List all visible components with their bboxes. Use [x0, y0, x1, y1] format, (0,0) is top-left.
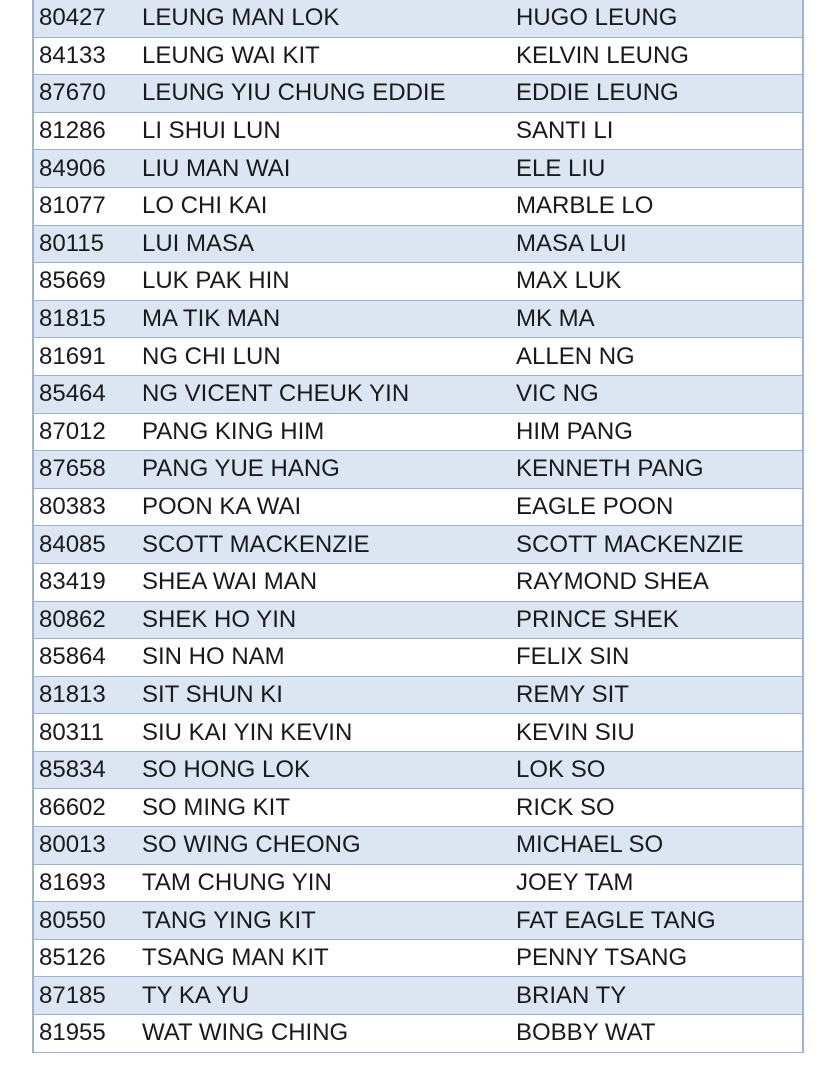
member-id-cell: 81693 [33, 864, 137, 902]
table-row [33, 413, 803, 451]
nickname-cell: SCOTT MACKENZIE [511, 526, 803, 564]
member-id-cell: 84133 [33, 37, 137, 75]
member-id-cell: 87012 [33, 413, 137, 451]
table-row [33, 977, 803, 1015]
nickname-cell: RICK SO [511, 789, 803, 827]
full-name-cell: LO CHI KAI [137, 187, 511, 225]
nickname-cell: EAGLE POON [511, 488, 803, 526]
member-id-cell: 81955 [33, 1015, 137, 1053]
nickname-cell: MICHAEL SO [511, 827, 803, 865]
nickname-cell: MAX LUK [511, 263, 803, 301]
full-name-cell: MA TIK MAN [137, 300, 511, 338]
full-name-cell: LIU MAN WAI [137, 150, 511, 188]
member-id-cell: 80115 [33, 225, 137, 263]
table-row [33, 789, 803, 827]
full-name-cell: SO HONG LOK [137, 751, 511, 789]
member-id-cell: 81813 [33, 676, 137, 714]
table-row [33, 263, 803, 301]
full-name-cell: SHEK HO YIN [137, 601, 511, 639]
full-name-cell: POON KA WAI [137, 488, 511, 526]
nickname-cell: BRIAN TY [511, 977, 803, 1015]
member-id-cell: 87185 [33, 977, 137, 1015]
member-id-cell: 85126 [33, 939, 137, 977]
table-row [33, 375, 803, 413]
table-row [33, 751, 803, 789]
nickname-cell: LOK SO [511, 751, 803, 789]
roster-body [33, 0, 803, 1052]
nickname-cell: VIC NG [511, 375, 803, 413]
member-id-cell: 85834 [33, 751, 137, 789]
full-name-cell: TANG YING KIT [137, 902, 511, 940]
member-id-cell: 80383 [33, 488, 137, 526]
table-row [33, 0, 803, 37]
member-id-cell: 81077 [33, 187, 137, 225]
nickname-cell: FAT EAGLE TANG [511, 902, 803, 940]
table-row [33, 526, 803, 564]
nickname-cell: PRINCE SHEK [511, 601, 803, 639]
nickname-cell: PENNY TSANG [511, 939, 803, 977]
full-name-cell: LI SHUI LUN [137, 112, 511, 150]
nickname-cell: ELE LIU [511, 150, 803, 188]
full-name-cell: NG CHI LUN [137, 338, 511, 376]
full-name-cell: SO WING CHEONG [137, 827, 511, 865]
nickname-cell: SANTI LI [511, 112, 803, 150]
full-name-cell: SIN HO NAM [137, 639, 511, 677]
table-row [33, 338, 803, 376]
member-id-cell: 87658 [33, 451, 137, 489]
table-row [33, 488, 803, 526]
member-id-cell: 84085 [33, 526, 137, 564]
nickname-cell: BOBBY WAT [511, 1015, 803, 1053]
nickname-cell: KENNETH PANG [511, 451, 803, 489]
full-name-cell: SIT SHUN KI [137, 676, 511, 714]
full-name-cell: LUK PAK HIN [137, 263, 511, 301]
member-id-cell: 81691 [33, 338, 137, 376]
member-id-cell: 80311 [33, 714, 137, 752]
member-id-cell: 80427 [33, 0, 137, 37]
nickname-cell: FELIX SIN [511, 639, 803, 677]
member-id-cell: 85864 [33, 639, 137, 677]
table-row [33, 451, 803, 489]
full-name-cell: WAT WING CHING [137, 1015, 511, 1053]
table-row [33, 150, 803, 188]
table-row [33, 37, 803, 75]
member-id-cell: 83419 [33, 563, 137, 601]
member-id-cell: 80013 [33, 827, 137, 865]
table-row [33, 225, 803, 263]
full-name-cell: PANG KING HIM [137, 413, 511, 451]
member-id-cell: 81815 [33, 300, 137, 338]
table-row [33, 187, 803, 225]
full-name-cell: TY KA YU [137, 977, 511, 1015]
full-name-cell: LEUNG YIU CHUNG EDDIE [137, 75, 511, 113]
full-name-cell: LEUNG MAN LOK [137, 0, 511, 37]
nickname-cell: MARBLE LO [511, 187, 803, 225]
table-row [33, 902, 803, 940]
member-id-cell: 81286 [33, 112, 137, 150]
nickname-cell: ALLEN NG [511, 338, 803, 376]
member-id-cell: 80550 [33, 902, 137, 940]
full-name-cell: SHEA WAI MAN [137, 563, 511, 601]
nickname-cell: RAYMOND SHEA [511, 563, 803, 601]
nickname-cell: MK MA [511, 300, 803, 338]
full-name-cell: TSANG MAN KIT [137, 939, 511, 977]
member-id-cell: 87670 [33, 75, 137, 113]
table-row [33, 939, 803, 977]
table-row [33, 827, 803, 865]
table-row [33, 864, 803, 902]
nickname-cell: MASA LUI [511, 225, 803, 263]
table-row [33, 300, 803, 338]
full-name-cell: SO MING KIT [137, 789, 511, 827]
full-name-cell: SIU KAI YIN KEVIN [137, 714, 511, 752]
member-id-cell: 85669 [33, 263, 137, 301]
member-id-cell: 84906 [33, 150, 137, 188]
nickname-cell: EDDIE LEUNG [511, 75, 803, 113]
full-name-cell: PANG YUE HANG [137, 451, 511, 489]
full-name-cell: TAM CHUNG YIN [137, 864, 511, 902]
nickname-cell: HIM PANG [511, 413, 803, 451]
nickname-cell: KEVIN SIU [511, 714, 803, 752]
full-name-cell: NG VICENT CHEUK YIN [137, 375, 511, 413]
table-row [33, 75, 803, 113]
table-row [33, 714, 803, 752]
member-id-cell: 80862 [33, 601, 137, 639]
member-id-cell: 86602 [33, 789, 137, 827]
roster-table [32, 0, 804, 1053]
full-name-cell: LEUNG WAI KIT [137, 37, 511, 75]
table-row [33, 676, 803, 714]
table-row [33, 1015, 803, 1053]
table-row [33, 639, 803, 677]
full-name-cell: LUI MASA [137, 225, 511, 263]
member-id-cell: 85464 [33, 375, 137, 413]
nickname-cell: JOEY TAM [511, 864, 803, 902]
full-name-cell: SCOTT MACKENZIE [137, 526, 511, 564]
nickname-cell: HUGO LEUNG [511, 0, 803, 37]
nickname-cell: REMY SIT [511, 676, 803, 714]
table-row [33, 112, 803, 150]
nickname-cell: KELVIN LEUNG [511, 37, 803, 75]
table-row [33, 563, 803, 601]
table-row [33, 601, 803, 639]
